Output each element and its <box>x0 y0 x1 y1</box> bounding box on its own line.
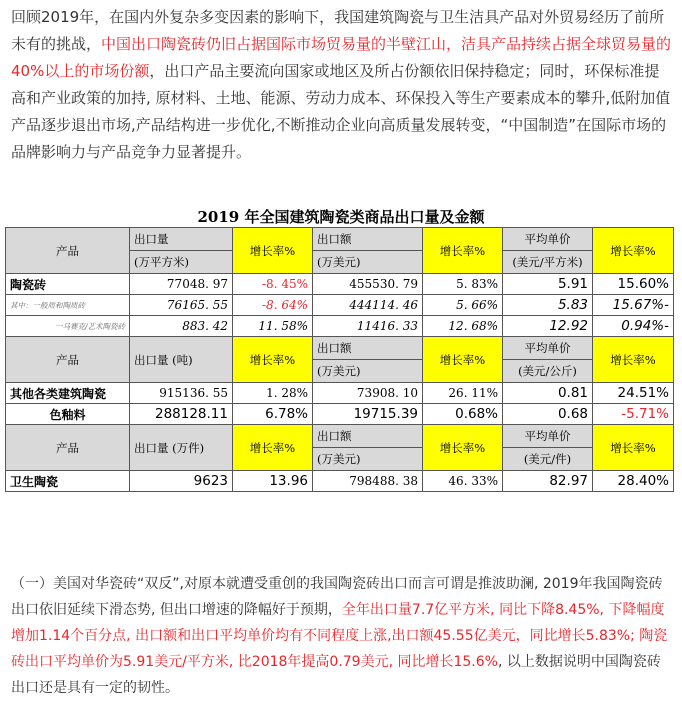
intro-text-1: 回顾2019年，在国内外复杂多变因素的影响下，我国建筑陶瓷与卫生洁具产品对外贸易经历了前所未有的挑战， <box>11 8 665 53</box>
header-qty: 出口量 <box>130 228 233 251</box>
row-name: 卫生陶瓷 <box>6 471 130 492</box>
row-amt: 19715.39 <box>313 404 423 425</box>
row-name: 色釉料 <box>6 404 130 425</box>
row-qty: 883. 42 <box>130 316 233 337</box>
table-row <box>6 404 674 425</box>
table-row <box>6 295 674 316</box>
export-table <box>5 227 674 492</box>
row-name: 一马赛克/艺术陶瓷砖 <box>6 316 130 337</box>
header-price: 平均单价 <box>503 337 593 360</box>
row-name: 其中：一般质和陶质砖 <box>6 295 130 316</box>
row-amt: 11416. 33 <box>313 316 423 337</box>
row-amt-growth: 0.68% <box>423 404 503 425</box>
row-qty: 9623 <box>130 471 233 492</box>
row-price: 5.83 <box>503 295 593 316</box>
row-amt-growth: 12. 68% <box>423 316 503 337</box>
header-amt: 出口额 <box>313 425 423 448</box>
row-name: 其他各类建筑陶瓷 <box>6 383 130 404</box>
row-qty: 288128.11 <box>130 404 233 425</box>
header-amt-growth: 增长率% <box>423 337 503 383</box>
row-price: 82.97 <box>503 471 593 492</box>
row-amt: 444114. 46 <box>313 295 423 316</box>
header-price: 平均单价 <box>503 425 593 448</box>
table-caption: 2019 年全国建筑陶瓷类商品出口量及金额 <box>197 208 485 226</box>
header-price-unit: (美元/公斤) <box>503 360 593 383</box>
row-qty-growth: 1. 28% <box>233 383 313 404</box>
intro-text-2: ，出口产品主要流向国家或地区及所占份额依旧保持稳定；同时，环保标准提高和产业政策的加持, 原材料、土地、能源、劳动力成本、环保投入等生产要素成本的攀升,低附加值产品逐步退出市场,产品结构进一步优化,不断推动企业向高质量发展转变，“中国制造”在国际市场的品牌影响力与产品竞争力显著提升。 <box>11 62 671 161</box>
header-price-growth: 增长率% <box>593 228 674 274</box>
intro-paragraph <box>11 4 673 166</box>
analysis-text-1: （一）美国对华瓷砖“双反”,对原本就遭受重创的我国陶瓷砖出口而言可谓是推波助澜, 2019年我国陶瓷砖出口依旧延续下滑态势, 但出口增速的降幅好于预期， <box>11 576 663 618</box>
row-price-growth: 24.51% <box>593 383 674 404</box>
analysis-highlight: 全年出口量7.7亿平方米, 同比下降8.45%, 下降幅度增加1.14个百分点, 出口额和出口平均单价均有不同程度上涨,出口额45.55亿美元，同比增长5.83%; 陶瓷砖出口平均单价为5.91美元/平方米, 比2018年提高0.79美元, 同比增长15.6% <box>11 602 668 670</box>
header-amt: 出口额 <box>313 228 423 251</box>
analysis-paragraph <box>11 571 673 701</box>
row-qty: 77048. 97 <box>130 274 233 295</box>
header-price-unit: (美元/件) <box>503 448 593 471</box>
header-price-growth: 增长率% <box>593 425 674 471</box>
header-amt-unit: (万美元) <box>313 251 423 274</box>
row-price: 0.68 <box>503 404 593 425</box>
table-row <box>6 274 674 295</box>
header-qty-unit: (万平方米) <box>130 251 233 274</box>
row-qty-growth: 13.96 <box>233 471 313 492</box>
row-amt: 798488. 38 <box>313 471 423 492</box>
header-qty-growth: 增长率% <box>233 337 313 383</box>
row-price-growth: 28.40% <box>593 471 674 492</box>
header-price-unit: (美元/平方米) <box>503 251 593 274</box>
header-amt-unit: (万美元) <box>313 360 423 383</box>
table-header-other <box>6 337 674 360</box>
header-product: 产品 <box>6 425 130 471</box>
row-qty-growth: 11. 58% <box>233 316 313 337</box>
row-price: 0.81 <box>503 383 593 404</box>
header-amt-growth: 增长率% <box>423 425 503 471</box>
row-qty-growth: -8. 64% <box>233 295 313 316</box>
table-header-tiles <box>6 228 674 251</box>
table-row <box>6 316 674 337</box>
header-amt: 出口额 <box>313 337 423 360</box>
table-row <box>6 383 674 404</box>
intro-highlight: 中国出口陶瓷砖仍旧占据国际市场贸易量的半壁江山，洁具产品持续占据全球贸易量的40%以上的市场份额 <box>11 35 672 80</box>
row-amt: 73908. 10 <box>313 383 423 404</box>
row-price: 12.92 <box>503 316 593 337</box>
row-name: 陶瓷砖 <box>6 274 130 295</box>
analysis-text-2: , 以上数据说明中国陶瓷砖出口还是具有一定的韧性。 <box>11 654 661 696</box>
header-product: 产品 <box>6 228 130 274</box>
table-row <box>6 471 674 492</box>
row-qty: 915136. 55 <box>130 383 233 404</box>
table-header-sanitary <box>6 425 674 448</box>
row-price-growth: 15.67%- <box>593 295 674 316</box>
row-price-growth: 15.60% <box>593 274 674 295</box>
header-price-growth: 增长率% <box>593 337 674 383</box>
header-amt-unit: (万美元) <box>313 448 423 471</box>
row-qty-growth: -8. 45% <box>233 274 313 295</box>
row-amt-growth: 46. 33% <box>423 471 503 492</box>
header-qty: 出口量 (吨) <box>130 337 233 383</box>
row-amt: 455530. 79 <box>313 274 423 295</box>
header-product: 产品 <box>6 337 130 383</box>
header-qty: 出口量 (万件) <box>130 425 233 471</box>
header-price: 平均单价 <box>503 228 593 251</box>
row-qty: 76165. 55 <box>130 295 233 316</box>
row-amt-growth: 26. 11% <box>423 383 503 404</box>
row-qty-growth: 6.78% <box>233 404 313 425</box>
header-amt-growth: 增长率% <box>423 228 503 274</box>
row-price-growth: -5.71% <box>593 404 674 425</box>
header-qty-growth: 增长率% <box>233 228 313 274</box>
row-price-growth: 0.94%- <box>593 316 674 337</box>
row-price: 5.91 <box>503 274 593 295</box>
row-amt-growth: 5. 66% <box>423 295 503 316</box>
header-qty-growth: 增长率% <box>233 425 313 471</box>
row-amt-growth: 5. 83% <box>423 274 503 295</box>
